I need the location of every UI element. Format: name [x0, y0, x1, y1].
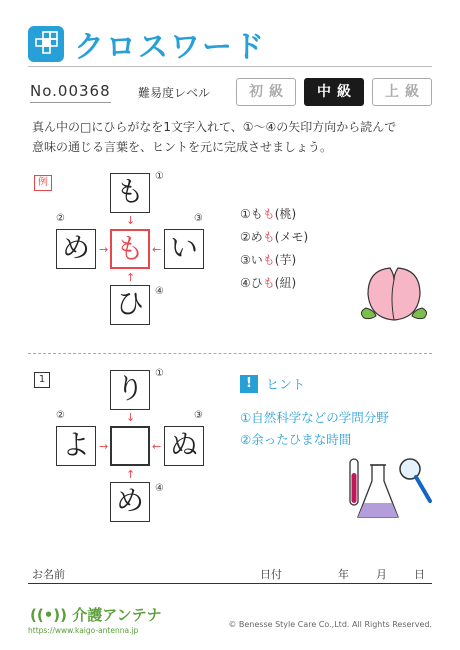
day-label: 日 — [414, 568, 425, 581]
hint-header — [240, 374, 305, 393]
example-cell-top: も — [110, 173, 150, 213]
arrow-right-icon: → — [99, 243, 109, 256]
puzzle-number: No.00368 — [30, 82, 111, 103]
copyright: © Benesse Style Care Co.,Ltd. All Rights Reserved. — [228, 620, 432, 629]
instructions — [32, 117, 432, 157]
name-date-row — [28, 562, 432, 584]
footer-url[interactable]: https://www.kaigo-antenna.jp — [28, 626, 139, 635]
footer — [28, 600, 432, 640]
level-advanced: 上級 — [372, 78, 432, 106]
hint-title: ヒント — [266, 378, 306, 393]
header-divider — [28, 66, 432, 67]
question-cell-right: ぬ — [164, 426, 204, 466]
hint-item-1: ①自然科学などの学問分野 — [240, 410, 389, 425]
page-title: クロスワード — [74, 30, 266, 65]
example-answer-4: ④ひも(紐) — [240, 276, 297, 290]
question-cell-center[interactable] — [110, 426, 150, 466]
arrow-up-icon: ↑ — [126, 271, 136, 284]
header — [28, 22, 266, 66]
example-answer-3: ③いも(芋) — [240, 253, 297, 267]
antenna-icon: ((•)) — [30, 606, 68, 624]
section-divider — [28, 353, 432, 354]
science-lab-icon — [344, 455, 434, 525]
question-num-3: ③ — [194, 410, 203, 421]
instructions-line-1: 真ん中の□にひらがなを1文字入れて、①～④の矢印方向から読んで — [32, 120, 397, 134]
magnifier-icon — [400, 459, 430, 501]
example-num-3: ③ — [194, 213, 203, 224]
example-answer-2: ②めも(メモ) — [240, 230, 309, 244]
example-cell-bottom: ひ — [110, 285, 150, 325]
name-label: お名前 — [32, 568, 65, 581]
arrow-right-icon: → — [99, 440, 109, 453]
arrow-left-icon: ← — [152, 243, 162, 256]
hint-exclamation-icon: ! — [240, 375, 258, 393]
date-label: 日付 — [260, 568, 282, 581]
arrow-down-icon: ↓ — [126, 214, 136, 227]
peach-icon — [356, 262, 432, 326]
meta-row — [28, 78, 432, 108]
example-cell-left: め — [56, 229, 96, 269]
hint-item-2: ②余ったひまな時間 — [240, 432, 352, 447]
question-cell-bottom: め — [110, 482, 150, 522]
question-num-1: ① — [155, 368, 164, 379]
example-cell-right: い — [164, 229, 204, 269]
test-tube-icon — [350, 459, 358, 505]
arrow-up-icon: ↑ — [126, 468, 136, 481]
arrow-down-icon: ↓ — [126, 411, 136, 424]
example-badge: 例 — [34, 175, 52, 191]
level-beginner: 初級 — [236, 78, 296, 106]
example-answers — [240, 203, 308, 295]
flask-icon — [358, 465, 398, 517]
arrow-left-icon: ← — [152, 440, 162, 453]
question-badge: 1 — [34, 372, 50, 388]
level-intermediate: 中級 — [304, 78, 364, 106]
question-num-2: ② — [56, 410, 65, 421]
example-cell-center: も — [110, 229, 150, 269]
crossword-logo-icon — [28, 26, 64, 62]
question-cell-left: よ — [56, 426, 96, 466]
question-num-4: ④ — [155, 483, 164, 494]
example-num-1: ① — [155, 171, 164, 182]
footer-logo: ((•)) 介護アンテナ — [30, 606, 162, 624]
hint-list — [240, 407, 389, 451]
example-num-4: ④ — [155, 286, 164, 297]
difficulty-label: 難易度レベル — [138, 86, 211, 100]
example-answer-1: ①もも(桃) — [240, 207, 297, 221]
question-cell-top: り — [110, 370, 150, 410]
instructions-line-2: 意味の通じる言葉を、ヒントを元に完成させましょう。 — [32, 140, 333, 154]
month-label: 月 — [376, 568, 387, 581]
year-label: 年 — [338, 568, 349, 581]
example-num-2: ② — [56, 213, 65, 224]
